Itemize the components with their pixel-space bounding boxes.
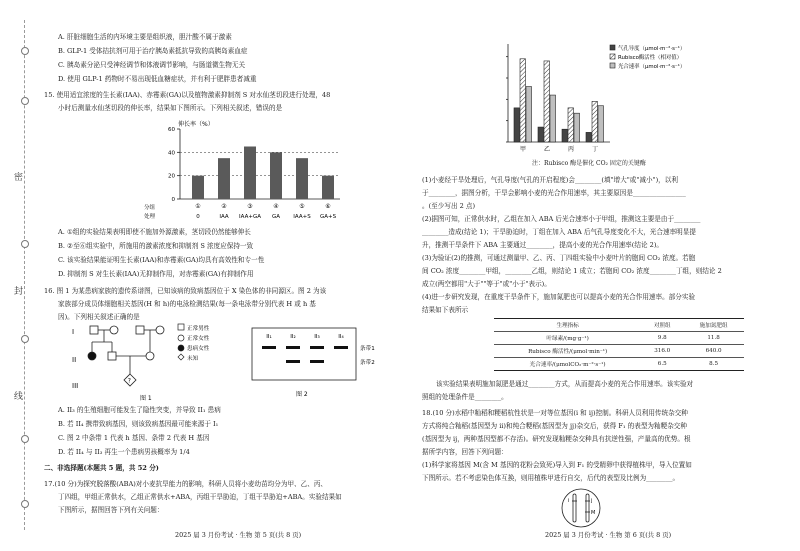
pedigree-I4-female — [156, 326, 164, 334]
q17-legend-label: 气孔导度（μmol·m⁻²·s⁻¹） — [618, 46, 686, 52]
gel-lane-label: II₄ — [338, 334, 344, 340]
q16-gel — [250, 324, 390, 402]
q17-legend-label: Rubisco酶活性（相对值） — [618, 55, 683, 61]
legend-normal-male: 正常男性 — [187, 326, 210, 332]
q18-stem-4: 据所学内容，回答下列问题： — [422, 448, 508, 456]
q15-group-number: ⑥ — [325, 203, 331, 210]
q17-legend-swatch — [610, 54, 615, 59]
q15-bar — [322, 176, 334, 199]
q17-p1-l2: 于________，据图分析，干旱会影响小麦的光合作用速率，其主要原因是________________ — [422, 189, 686, 197]
pedigree-II3-female — [146, 352, 154, 360]
binding-hole — [21, 97, 29, 105]
q15-bar — [296, 158, 308, 199]
q15-ytick-label: 40 — [168, 150, 175, 157]
binding-hole — [21, 335, 29, 343]
th-control: 对照组 — [641, 319, 683, 332]
q15-bar — [270, 152, 282, 199]
gen-label-I: I — [72, 328, 75, 336]
fig1-caption: 图 1 — [140, 395, 152, 402]
q17-x-label: 丙 — [567, 146, 575, 153]
q17-p4-l1: (4)进一步研究发现，在重度干旱条件下，施加氮肥也可以提高小麦的光合作用速率。部分实验 — [422, 293, 696, 301]
q15-group-number: ⑤ — [299, 203, 305, 210]
q14-option-d: D. 使用 GLP-1 药物时不易出现低血糖症状，并有利于肥胖患者减重 — [58, 75, 257, 83]
q15-stem-1: 15. 使用适宜浓度的生长素(IAA)、赤霉素(GA)以及植物激素抑制剂 S 对水仙茎切段进行处理，48 — [44, 91, 331, 99]
legend-affected-female-icon — [178, 345, 184, 351]
q15-option-c: C. 该实验结果能证明生长素(IAA)和赤霉素(GA)均具有高效性和专一性 — [58, 256, 265, 264]
table-row: 光合速率/(μmolCO₂·m⁻²·s⁻¹) 6.5 8.5 — [494, 358, 744, 371]
q16-pedigree — [70, 322, 240, 402]
q17-stem-1: 17.(10 分)为探究脱落酸(ABA)对小麦抗旱能力的影响，科研人员将小麦幼苗均分为甲、乙、丙、 — [44, 480, 328, 488]
table-header-row — [494, 319, 744, 332]
th-nitrogen: 施加氮肥组 — [683, 319, 744, 332]
margin-char-mi: 密 — [14, 173, 24, 183]
q18-sub1-l1: (1)科学家将基因 M(含 M 基因的花粉会致死)导入到 F₁ 的受精卵中获得植株甲，导入位置如 — [422, 461, 692, 469]
q16-option-d: D. 若 II₄ 与 II₃ 再生一个患病男孩概率为 1/4 — [58, 448, 190, 456]
q16-stem-3: 因)。下列相关叙述正确的是 — [58, 313, 140, 321]
band-label-1: 条带1 — [360, 346, 375, 352]
gen-label-III: III — [72, 382, 79, 390]
q15-x-prefix: 分组 — [144, 205, 156, 211]
q15-bar — [218, 158, 230, 199]
q17-stem-3: 下图所示，据图回答下列有关问题： — [58, 506, 164, 514]
q17-bar — [568, 108, 574, 142]
q17-bar — [538, 127, 544, 142]
legend-normal-female-icon — [178, 335, 184, 341]
q17-chart-note: 注：Rubisco 酶是催化 CO₂ 固定的关键酶 — [532, 160, 646, 167]
q17-bar — [550, 95, 556, 142]
q17-p2-l2: ________造成(结论 1)；干旱胁迫时，丁组在加入 ABA 后气孔导度变化不大，光合速率明显提 — [422, 228, 696, 236]
cell-outline — [562, 489, 600, 527]
q15-x-label: GA — [271, 214, 281, 220]
q17-p2-l1: (2)据图可知，正常供水时，乙组在加入 ABA 后光合速率小于甲组，推测这主要是由于________ — [422, 215, 701, 223]
th-index: 生理指标 — [494, 319, 641, 332]
q17-x-label: 甲 — [519, 146, 527, 153]
q15-group-number: ① — [195, 203, 201, 210]
binding-hole — [21, 47, 29, 55]
chromosome-left — [573, 494, 576, 522]
q17-results-table — [494, 318, 744, 371]
q17-legend-label: 光合速率（μmol·m⁻²·s⁻¹） — [618, 64, 686, 70]
q15-group-number: ③ — [247, 203, 253, 210]
q15-option-b: B. ②至⑥组实验中，所施用的激素浓度和抑制剂 S 浓度应保持一致 — [58, 242, 254, 250]
q15-x-label: IAA+S — [293, 214, 311, 220]
q15-stem-2: 小时后测量水仙茎切段的伸长率，结果如下图所示。下列相关叙述，错误的是 — [58, 104, 283, 112]
q18-stem-3: (基因型为 ij，两种基因型都不存活)。研究发现籼粳杂交种具有抗逆性强，产量高的优势。根 — [422, 435, 691, 443]
q14-option-c: C. 胰岛素分泌只受神经调节和体液调节影响，与肠道微生物无关 — [58, 61, 246, 69]
q17-p3-l1: (3)为验证(2)的推测，可通过测量甲、乙、丙、丁四组实验中小麦叶片的胞间 CO₂ 浓度。若胞 — [422, 254, 696, 262]
chromosome-diagram — [556, 486, 606, 530]
section-heading: 二、非选择题(本题共 5 题，共 52 分) — [44, 464, 159, 472]
legend-affected-female: 患病女性 — [187, 346, 210, 352]
q15-x-label: GA+S — [319, 214, 337, 220]
pedigree-I3-male — [136, 326, 144, 334]
q17-bar — [574, 113, 580, 142]
gen-label-II: II — [72, 356, 77, 364]
q16-stem-1: 16. 图 1 为某患病家族的遗传系谱图，已知该病的致病基因位于 X 染色体的非同源区。图 2 为该 — [44, 287, 327, 295]
q17-bar-chart — [478, 42, 738, 172]
q15-option-a: A. ①组的实验结果表明即使不施加外源激素，茎切段仍然能够伸长 — [58, 228, 251, 236]
table-row: Rubisco 酶活性/(μmol·min⁻¹) 316.0 640.0 — [494, 345, 744, 358]
unknown-mark: ? — [127, 377, 131, 385]
q18-stem-2: 方式将纯合籼稻(基因型为 ii)和纯合粳稻(基因型为 jj)杂交后，获得 F₁ 的表型为籼粳杂交种 — [422, 422, 687, 430]
pedigree-II1-affected-female — [88, 352, 96, 360]
q15-ylabel: 伸长率（%） — [178, 121, 214, 128]
q14-option-b: B. GLP-1 受体拮抗剂可用于治疗胰岛素抵抗导致的高胰岛素血症 — [58, 47, 248, 55]
legend-normal-female: 正常女性 — [187, 336, 210, 342]
q17-p1-l3: 。(至少写出 2 点) — [422, 202, 476, 210]
q17-stem-2: 丁四组，甲组正常供水，乙组正常供水+ABA，丙组干旱胁迫，丁组干旱胁迫+ABA。实验结果如 — [58, 493, 342, 501]
q17-legend-swatch — [610, 45, 615, 50]
q15-option-d: D. 抑制剂 S 对生长素(IAA)无抑制作用，对赤霉素(GA)有抑制作用 — [58, 270, 254, 278]
q17-p3-l2: 间 CO₂ 浓度________甲组，________乙组，则结论 1 成立；若胞间 CO₂ 浓度________丁组，则结论 2 — [422, 267, 722, 275]
q18-stem-1: 18.(10 分)水稻中籼稻和粳稻杭性状是一对等位基因(i 和 ij)控制。科研人员利用传统杂交种 — [422, 409, 688, 417]
legend-unknown: 未知 — [187, 356, 199, 362]
q16-option-a: A. II₃ 的生殖细胞可能发生了隐性突变，并导致 II₁ 患病 — [58, 406, 221, 414]
q15-x-prefix-2: 处理 — [144, 214, 156, 220]
q15-group-number: ④ — [273, 203, 279, 210]
q17-bar — [520, 59, 526, 142]
q18-sub1-l2: 下图所示。若不考虑染色体互换，则用植株甲进行自交，后代的表型及比例为________。 — [422, 474, 680, 482]
page-footer-left: 2025 届 3 月份考试 · 生物 第 5 页(共 8 页) — [175, 531, 302, 539]
q17-bar — [526, 87, 532, 142]
q17-p2-l3: 升，推测干旱条件下 ABA 主要通过________，提高小麦的光合作用速率(结论 2)。 — [422, 241, 663, 249]
legend-unknown-icon — [178, 354, 184, 360]
q15-x-label: IAA+GA — [239, 214, 261, 220]
q17-p4-l2: 结果如下表所示 — [422, 306, 469, 314]
q15-x-label: 0 — [196, 214, 200, 220]
margin-char-feng: 封 — [14, 287, 24, 297]
gel-lane-label: II₁ — [266, 334, 272, 340]
gene-label-j: j — [591, 498, 593, 504]
table-row: 叶绿素/(mg·g⁻¹) 9.8 11.8 — [494, 332, 744, 345]
gene-label-i: i — [568, 498, 570, 504]
q16-stem-2: 家族部分成员体细胞相关基因(H 和 h)的电泳检测结果(每一条电泳带分别代表 H 或 h 基 — [58, 300, 316, 308]
gel-lane-label: II₂ — [290, 334, 296, 340]
q15-x-label: IAA — [219, 214, 229, 220]
binding-hole — [21, 240, 29, 248]
fig2-caption: 图 2 — [296, 391, 308, 398]
q17-bar — [592, 101, 598, 142]
q16-option-c: C. 图 2 中条带 1 代表 h 基因、条带 2 代表 H 基因 — [58, 434, 210, 442]
q17-x-label: 乙 — [543, 146, 551, 153]
q16-option-b: B. 若 II₄ 携带致病基因，则该致病基因最可能来源于 I₁ — [58, 420, 219, 428]
margin-char-xian: 线 — [14, 392, 24, 402]
q17-bar — [598, 106, 604, 142]
q17-bar — [586, 132, 592, 142]
q17-after-table-2: 照组的处理条件是________。 — [422, 393, 508, 401]
pedigree-I1-male — [90, 326, 98, 334]
q17-bar — [544, 61, 550, 142]
q17-bar — [562, 129, 568, 142]
q15-bar-chart — [140, 115, 360, 225]
pedigree-II2-male — [108, 352, 116, 360]
pedigree-I2-female — [110, 326, 118, 334]
q14-option-a: A. 肝脏细胞生活的内环境主要是组织液，胆汁酸不属于激素 — [58, 33, 232, 41]
binding-hole — [21, 500, 29, 508]
legend-normal-male-icon — [178, 324, 184, 330]
q15-ytick-label: 0 — [171, 197, 175, 203]
gel-lane-label: II₃ — [314, 334, 320, 340]
chromosome-right — [586, 494, 589, 522]
q17-legend-swatch — [610, 63, 615, 68]
q17-p3-l3: 成立(两空都用"大于""等于"或"小于"表示)。 — [422, 280, 551, 288]
q17-after-table-1: 该实验结果表明施加氮肥是通过________方式，从而提高小麦的光合作用速率。该实验对 — [436, 380, 694, 388]
q15-ytick-label: 60 — [168, 127, 175, 133]
q17-bar — [514, 108, 520, 142]
band-label-2: 条带2 — [360, 360, 375, 366]
gene-label-M: M — [591, 510, 596, 516]
q17-x-label: 丁 — [591, 146, 599, 153]
q15-bar — [244, 147, 256, 200]
q15-ytick-label: 20 — [168, 173, 175, 180]
page-footer-right: 2025 届 3 月份考试 · 生物 第 6 页(共 8 页) — [545, 531, 672, 539]
q15-group-number: ② — [221, 203, 227, 210]
q17-p1-l1: (1)小麦经干旱处理后，气孔导度(气孔的开启程度)会________(填"增大"或"减小")，以利 — [422, 176, 678, 184]
q15-bar — [192, 176, 204, 199]
binding-hole — [21, 435, 29, 443]
